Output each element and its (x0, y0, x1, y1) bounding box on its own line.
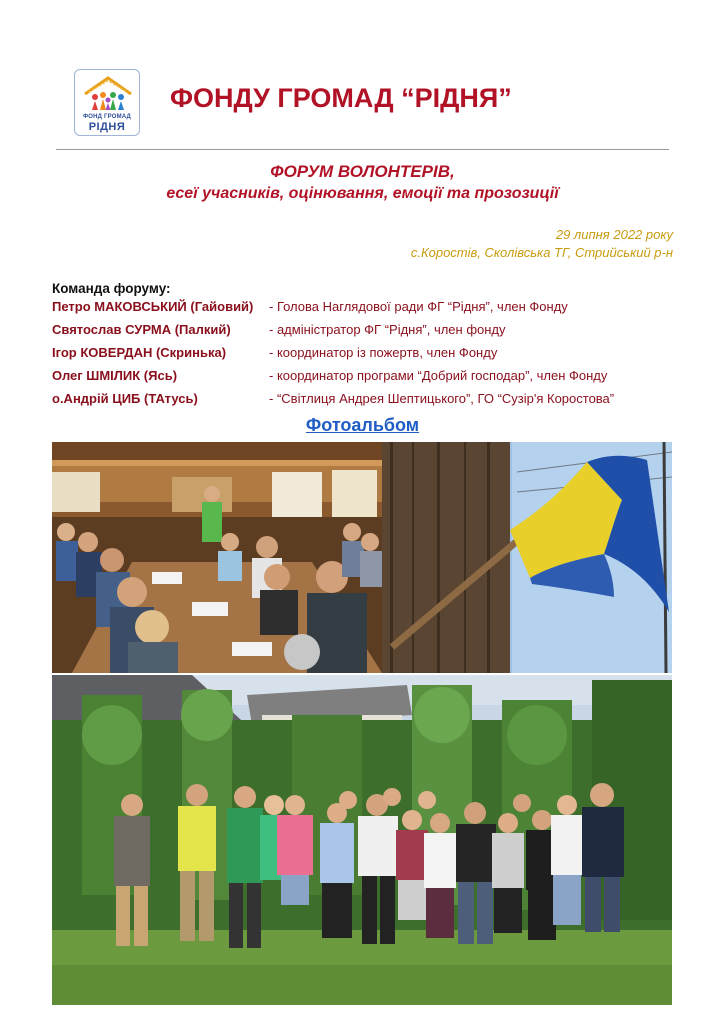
team-member (52, 368, 692, 388)
member-name: о.Андрій ЦИБ (ТАтусь) (52, 391, 198, 406)
event-place: с.Коростів, Сколівська ТГ, Стрийський р-н (410, 245, 673, 260)
team-heading: Команда форуму: (52, 281, 171, 296)
member-role: - адміністратор ФГ “Рідня”, член фонду (269, 322, 506, 337)
member-name: Святослав СУРМА (Палкий) (52, 322, 231, 337)
header-divider (56, 149, 669, 150)
member-name: Петро МАКОВСЬКИЙ (Гайовий) (52, 299, 254, 314)
logo-text-fund: ФОНД ГРОМАД (82, 114, 132, 120)
event-title: ФОРУМ ВОЛОНТЕРІВ, (270, 162, 455, 181)
member-role: - Голова Наглядової ради ФГ “Рідня”, член Фонду (269, 299, 568, 314)
fund-logo (74, 69, 140, 136)
team-member (52, 322, 692, 342)
member-name: Ігор КОВЕРДАН (Скринька) (52, 345, 227, 360)
team-member (52, 345, 692, 365)
member-role: - координатор програми “Добрий господар”, член Фонду (269, 368, 608, 383)
page-title: ФОНДУ ГРОМАД “РІДНЯ” (170, 83, 512, 113)
event-subtitle: есеї учасників, оцінювання, емоції та прозозиції (166, 185, 559, 202)
team-member (52, 299, 692, 319)
member-role: - “Світлиця Андрея Шептицького”, ГО “Сузір'я Коростова” (269, 391, 615, 406)
logo-text-ridnia: РІДНЯ (88, 121, 126, 133)
ukrainian-flag-photo (382, 442, 672, 673)
group-photo-outdoors (52, 675, 672, 1005)
photo-album-link[interactable]: Фотоальбом (305, 415, 420, 435)
member-role: - координатор із пожертв, член Фонду (269, 345, 498, 360)
event-date: 29 липня 2022 року (555, 227, 673, 242)
team-member (52, 391, 692, 411)
member-name: Олег ШМІЛИК (Ясь) (52, 368, 178, 383)
meeting-room-photo (52, 442, 382, 673)
